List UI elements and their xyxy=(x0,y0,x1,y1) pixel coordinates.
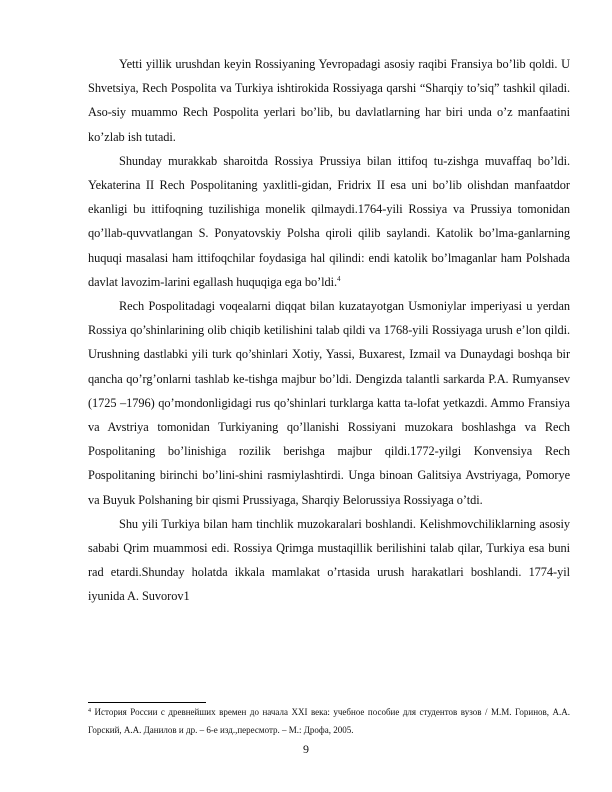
page-number: 9 xyxy=(303,742,309,756)
footnote-reference[interactable]: 4 xyxy=(337,274,341,283)
footnote-text: История России с древнейших времен до начала XXI века: учебное пособие для студентов вузов / М.М. Горинов, А.А. Горский, А.А. Данилов и др. – 6-е изд.,пересмотр. – М.: Дрофа, 2005. xyxy=(88,707,571,735)
footnote xyxy=(88,703,570,739)
paragraph-1: Yetti yillik urushdan keyin Rossiyaning Yevropadagi asosiy raqibi Fransiya bo’lib qoldi. U Shvetsiya, Rech Pospolita va Turkiya ishtirokida Rossiyaga qarshi “Sharqiy to’siq” tashkil qiladi. Aso-siy muammo Rech Pospolita yerlari bo’lib, bu davlatlarning har biri unda o’z manfaatini ko’zlab ish tutadi. xyxy=(88,57,570,144)
paragraph-4: Shu yili Turkiya bilan ham tinchlik muzokaralari boshlandi. Kelishmovchiliklarning asosiy sababi Qrim muammosi edi. Rossiya Qrimga mustaqillik berilishini talab qilar, Turkiya esa buni rad etardi.Shunday holatda ikkala mamlakat o’rtasida urush harakatlari boshlandi. 1774-yil iyunida A. Suvorov1 xyxy=(88,516,570,604)
document-body xyxy=(88,52,570,609)
paragraph-3: Rech Pospolitadagi voqealarni diqqat bilan kuzatayotgan Usmoniylar imperiyasi u yerdan Rossiya qo’shinlarining olib chiqib ketilishini talab qildi va 1768-yili Rossiyaga urush e’lon qildi. Urushning dastlabki yili turk qo’shinlari Xotiy, Yassi, Buxarest, Izmail va Dunaydagi boshqa bir qancha qo’rg’onlarni tashlab ke-tishga majbur bo’ldi. Dengizda talantli sarkarda P.A. Rumyansev (1725 –1796) qo’mondonligidagi rus qo’shinlari turklarga katta ta-lofat yetkazdi. Ammo Fransiya va Avstriya tomonidan Turkiyaning qo’llanishi Rossiyani muzokara boshlashga va Rech Pospolitaning bo’linishiga rozilik berishga majbur qildi.1772-yilgi Konvensiya Rech Pospolitaning birinchi bo’lini-shini rasmiylashtirdi. Unga binoan Galitsiya Avstriyaga, Pomorye va Buyuk Polshaning bir qismi Prussiyaga, Sharqiy Belorussiya Rossiyaga o’tdi. xyxy=(88,299,570,507)
paragraph-2-text: Shunday murakkab sharoitda Rossiya Prussiya bilan ittifoq tu-zishga muvaffaq bo’ldi. Yekaterina II Rech Pospolitaning yaxlitli-gidan, Fridrix II esa uni bo’lib olishdan manfaatdor ekanligi bu ittifoqning tuzilishiga monelik qilmaydi.1764-yili Rossiya va Prussiya tomonidan qo’llab-quvvatlangan S. Ponyatovskiy Polsha qiroli qilib saylandi. Katolik bo’lma-ganlarning huquqi masalasi ham ittifoqchilar foydasiga hal qilindi: endi katolik bo’lmaganlar ham Polshada davlat lavozim-larini egallash huquqiga ega bo’ldi. xyxy=(88,153,570,289)
paragraph-2 xyxy=(88,149,570,294)
footnote-number: 4 xyxy=(88,708,91,714)
